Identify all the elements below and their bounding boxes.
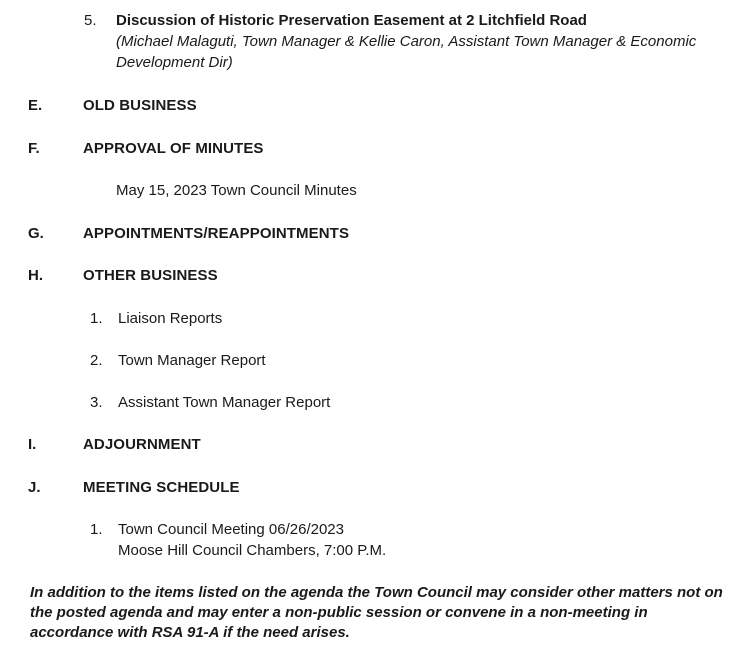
item-5-number: 5. (84, 12, 97, 29)
section-h-item-2-label: Town Manager Report (118, 352, 266, 369)
item-5-presenter-line2: Development Dir) (116, 54, 233, 71)
footer-note: In addition to the items listed on the agenda the Town Council may consider other matters not on the posted agenda and may enter a non-public session or convene in a non-meeting in accordance with RSA 91-A if the need arises. (30, 584, 723, 641)
section-j-title: MEETING SCHEDULE (83, 479, 240, 496)
section-g-title: APPOINTMENTS/REAPPOINTMENTS (83, 225, 350, 242)
section-j-item-1-line2: Moose Hill Council Chambers, 7:00 P.M. (118, 542, 387, 559)
item-5-title: Discussion of Historic Preservation Easement at 2 Litchfield Road (116, 12, 587, 29)
section-h-item-2-number: 2. (90, 352, 103, 369)
section-h-item-1-number: 1. (90, 310, 103, 327)
section-e-title: OLD BUSINESS (83, 97, 197, 114)
section-j-letter: J. (28, 479, 41, 496)
section-e-letter: E. (28, 97, 43, 114)
section-i-title: ADJOURNMENT (83, 436, 201, 453)
section-f-title: APPROVAL OF MINUTES (83, 140, 264, 157)
section-h-item-1-label: Liaison Reports (118, 310, 223, 327)
section-g-letter: G. (28, 225, 44, 242)
section-j-item-1-number: 1. (90, 521, 103, 538)
section-f-letter: F. (28, 140, 40, 157)
section-j-item-1-line1: Town Council Meeting 06/26/2023 (118, 521, 344, 538)
section-h-title: OTHER BUSINESS (83, 267, 218, 284)
item-5-presenter-line1: (Michael Malaguti, Town Manager & Kellie Caron, Assistant Town Manager & Economic (116, 33, 697, 50)
section-f-item: May 15, 2023 Town Council Minutes (116, 182, 357, 199)
section-h-item-3-number: 3. (90, 394, 103, 411)
section-h-letter: H. (28, 267, 43, 284)
section-h-item-3-label: Assistant Town Manager Report (118, 394, 331, 411)
section-i-letter: I. (28, 436, 37, 453)
